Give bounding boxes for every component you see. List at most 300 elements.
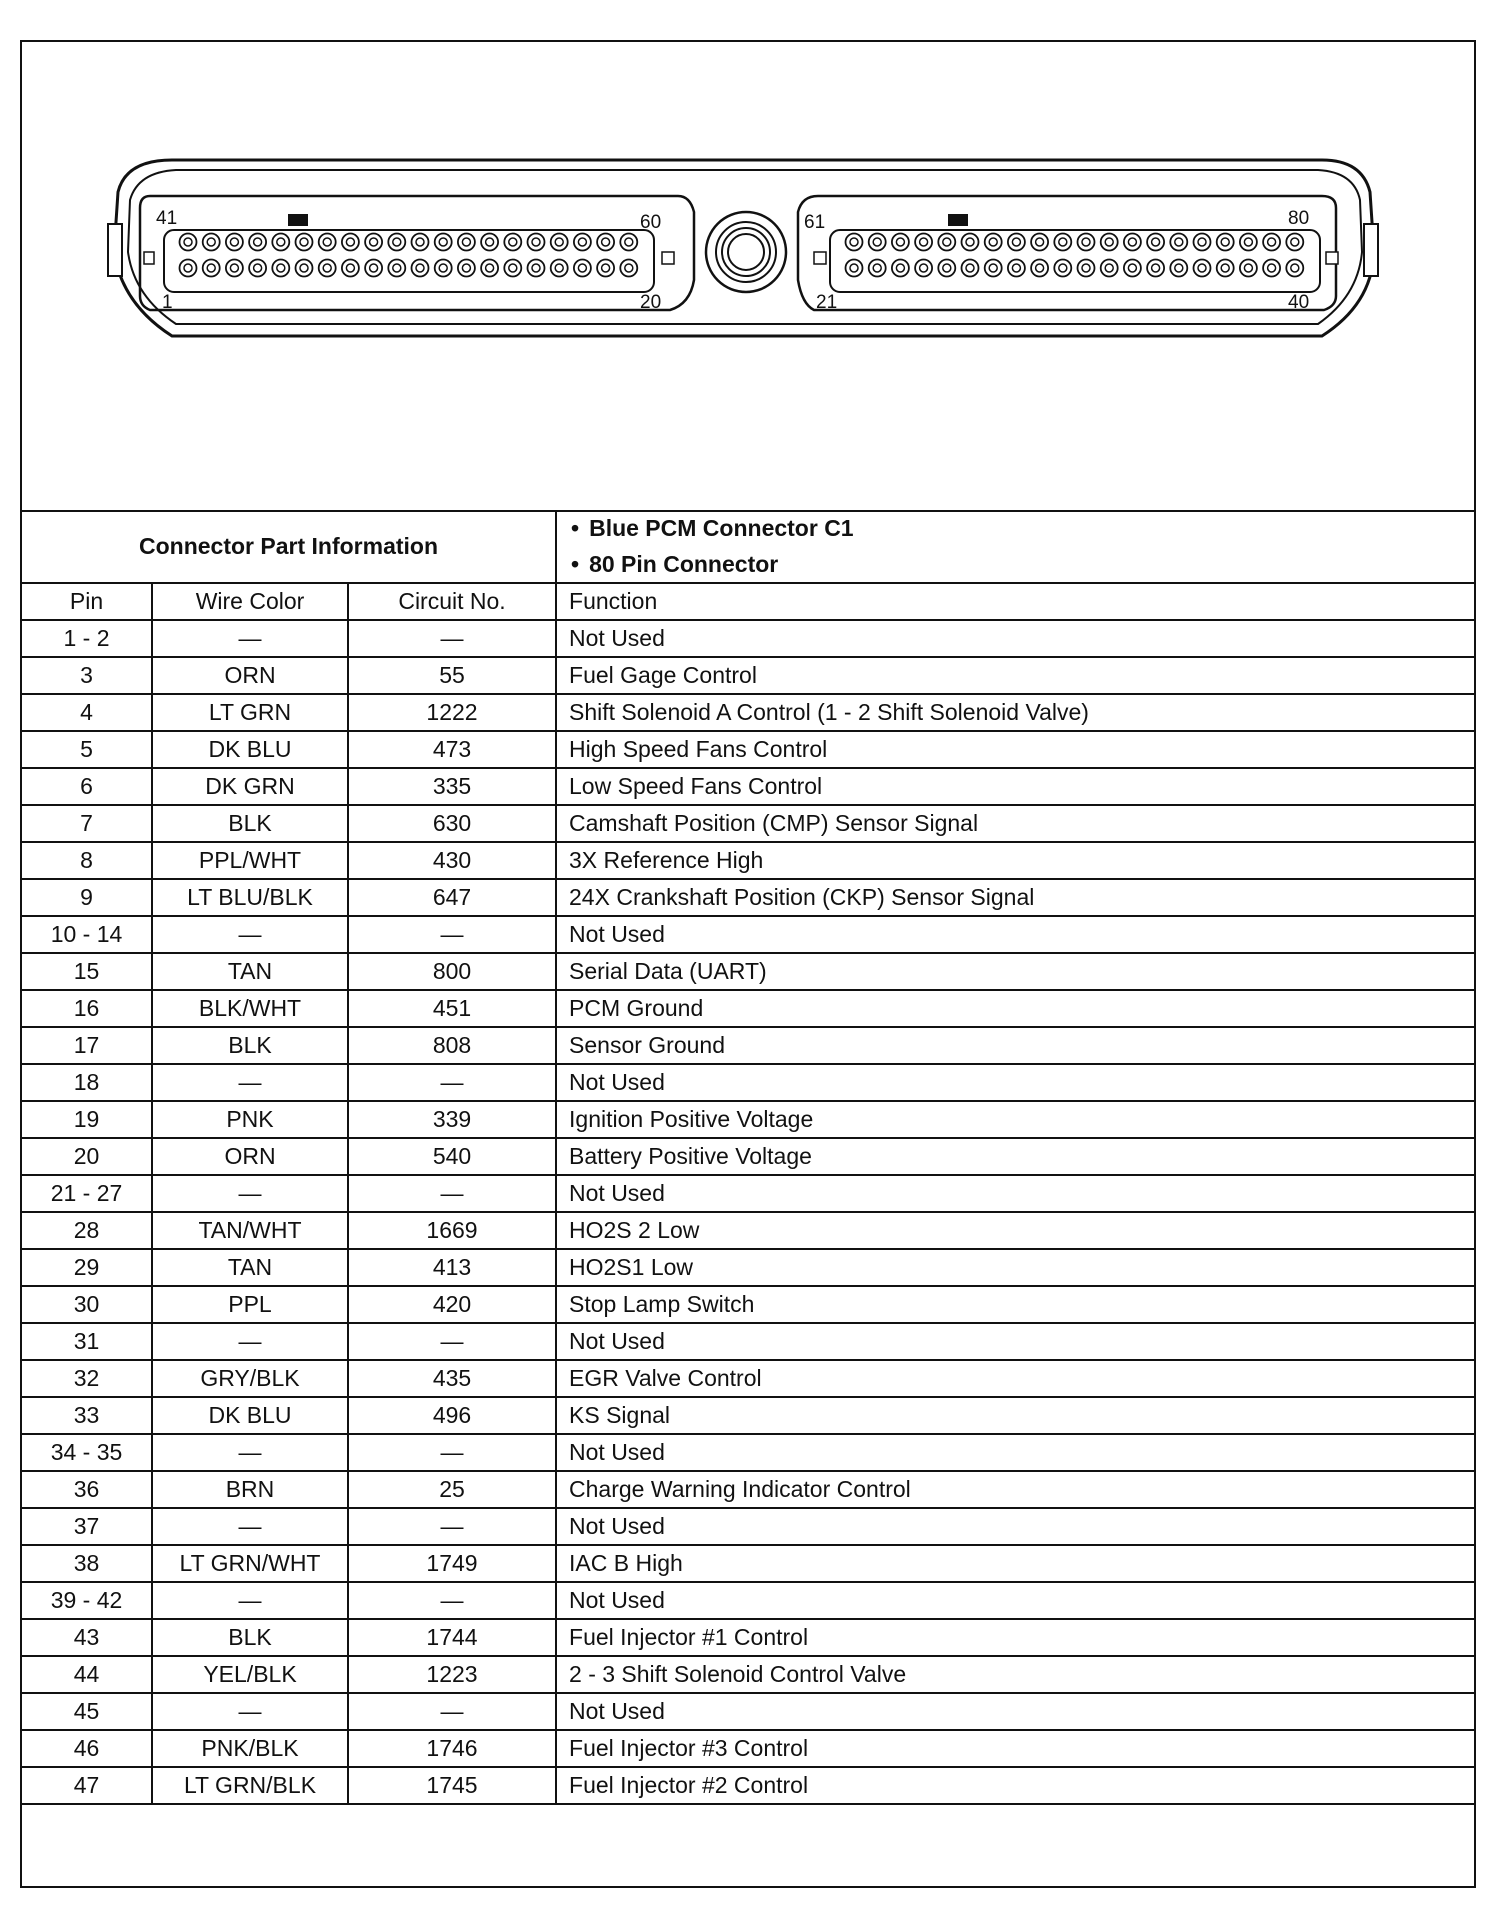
pin-cell: 20 — [22, 1138, 152, 1175]
table-row — [22, 842, 1474, 879]
pin-cell: 16 — [22, 990, 152, 1027]
pin-socket-core — [230, 264, 238, 272]
pin-socket-core — [184, 264, 192, 272]
pin-socket-core — [462, 264, 470, 272]
pin-cell: 36 — [22, 1471, 152, 1508]
pin-socket-core — [439, 264, 447, 272]
pin-socket — [551, 260, 568, 277]
function-cell: Fuel Injector #1 Control — [556, 1619, 1474, 1656]
function-cell: Battery Positive Voltage — [556, 1138, 1474, 1175]
pin-cell: 19 — [22, 1101, 152, 1138]
pin-socket — [1217, 234, 1234, 251]
wire-color-cell: — — [152, 1582, 348, 1619]
pin-socket-core — [1152, 264, 1160, 272]
pin-socket-core — [1291, 238, 1299, 246]
wire-color-cell: BLK — [152, 805, 348, 842]
col-header-pin: Pin — [22, 583, 152, 620]
pin-socket-core — [230, 238, 238, 246]
wire-color-cell: TAN/WHT — [152, 1212, 348, 1249]
document-frame — [20, 40, 1476, 1888]
function-cell: Fuel Injector #3 Control — [556, 1730, 1474, 1767]
table-row — [22, 1619, 1474, 1656]
right-pin-array — [846, 234, 1304, 277]
pin-cell: 38 — [22, 1545, 152, 1582]
pin-socket-core — [1244, 264, 1252, 272]
wire-color-cell: PNK — [152, 1101, 348, 1138]
pin-socket-core — [207, 238, 215, 246]
pin-socket — [504, 234, 521, 251]
circuit-cell: 1744 — [348, 1619, 556, 1656]
pin-socket-core — [989, 264, 997, 272]
circuit-cell: — — [348, 1323, 556, 1360]
table-row — [22, 1693, 1474, 1730]
function-cell: HO2S1 Low — [556, 1249, 1474, 1286]
col-header-wire-color: Wire Color — [152, 583, 348, 620]
wire-color-cell: — — [152, 916, 348, 953]
circuit-cell: 339 — [348, 1101, 556, 1138]
table-row — [22, 916, 1474, 953]
table-row — [22, 1397, 1474, 1434]
wire-color-cell: BRN — [152, 1471, 348, 1508]
table-row — [22, 1545, 1474, 1582]
table-row — [22, 1249, 1474, 1286]
function-cell: 24X Crankshaft Position (CKP) Sensor Signal — [556, 879, 1474, 916]
pin-cell: 10 - 14 — [22, 916, 152, 953]
pin-socket — [1008, 234, 1025, 251]
circuit-cell: 55 — [348, 657, 556, 694]
pin-socket-core — [323, 238, 331, 246]
wire-color-cell: TAN — [152, 953, 348, 990]
pin-socket — [365, 260, 382, 277]
pin-socket — [1263, 260, 1280, 277]
circuit-cell: — — [348, 1693, 556, 1730]
pin-socket — [620, 260, 637, 277]
pin-socket-core — [1059, 238, 1067, 246]
part-info-row — [22, 510, 1474, 583]
pin-cell: 3 — [22, 657, 152, 694]
pin-socket-core — [578, 264, 586, 272]
pin-socket — [504, 260, 521, 277]
circuit-cell: 451 — [348, 990, 556, 1027]
pin-socket-core — [300, 238, 308, 246]
pin-socket-core — [1105, 264, 1113, 272]
pin-socket-core — [1221, 264, 1229, 272]
pin-socket — [597, 234, 614, 251]
pin-socket — [1194, 234, 1211, 251]
wire-color-cell: TAN — [152, 1249, 348, 1286]
wire-color-cell: — — [152, 1693, 348, 1730]
pin-socket — [892, 234, 909, 251]
wire-color-cell: DK BLU — [152, 731, 348, 768]
circuit-cell: 435 — [348, 1360, 556, 1397]
wire-color-cell: — — [152, 1323, 348, 1360]
circuit-cell: — — [348, 1064, 556, 1101]
pin-socket — [985, 260, 1002, 277]
center-bolt-icon — [706, 212, 786, 292]
pin-socket — [180, 260, 197, 277]
pin-socket-core — [416, 264, 424, 272]
circuit-cell: 25 — [348, 1471, 556, 1508]
pin-socket-core — [555, 264, 563, 272]
left-pin-array — [180, 234, 638, 277]
pin-cell: 47 — [22, 1767, 152, 1804]
pin-socket — [1170, 234, 1187, 251]
wire-color-cell: DK GRN — [152, 768, 348, 805]
pin-socket-core — [1012, 238, 1020, 246]
pin-socket — [528, 234, 545, 251]
pin-label-60: 60 — [640, 212, 662, 233]
pin-cell: 32 — [22, 1360, 152, 1397]
pin-cell: 4 — [22, 694, 152, 731]
table-header-row — [22, 583, 1474, 620]
pin-socket — [319, 234, 336, 251]
pin-socket — [938, 260, 955, 277]
wire-color-cell: ORN — [152, 1138, 348, 1175]
pin-socket — [597, 260, 614, 277]
function-cell: Fuel Gage Control — [556, 657, 1474, 694]
pin-socket — [1008, 260, 1025, 277]
pin-socket — [249, 260, 266, 277]
function-cell: Sensor Ground — [556, 1027, 1474, 1064]
pin-socket-core — [920, 264, 928, 272]
pin-socket-core — [1082, 264, 1090, 272]
pin-socket — [1031, 234, 1048, 251]
left-block-notch-right — [662, 252, 674, 264]
pin-socket-core — [462, 238, 470, 246]
right-latch — [1364, 224, 1378, 276]
table-row — [22, 694, 1474, 731]
pin-socket — [1078, 234, 1095, 251]
pin-cell: 39 - 42 — [22, 1582, 152, 1619]
wire-color-cell: — — [152, 620, 348, 657]
circuit-cell: 647 — [348, 879, 556, 916]
wire-color-cell: LT BLU/BLK — [152, 879, 348, 916]
pin-cell: 37 — [22, 1508, 152, 1545]
table-row — [22, 1656, 1474, 1693]
pin-socket-core — [850, 238, 858, 246]
pin-socket-core — [486, 264, 494, 272]
pin-cell: 28 — [22, 1212, 152, 1249]
pin-socket-core — [873, 238, 881, 246]
pin-socket-core — [1012, 264, 1020, 272]
pin-socket — [412, 234, 429, 251]
pin-socket-core — [416, 238, 424, 246]
function-cell: IAC B High — [556, 1545, 1474, 1582]
table-row — [22, 1360, 1474, 1397]
pin-socket-core — [989, 238, 997, 246]
wire-color-cell: GRY/BLK — [152, 1360, 348, 1397]
table-row — [22, 1730, 1474, 1767]
pin-socket-core — [555, 238, 563, 246]
wire-color-cell: — — [152, 1064, 348, 1101]
pin-socket-core — [1152, 238, 1160, 246]
pin-socket — [846, 260, 863, 277]
table-row — [22, 1212, 1474, 1249]
right-key-tab — [948, 214, 968, 226]
function-cell: Not Used — [556, 1508, 1474, 1545]
pin-socket-core — [1105, 238, 1113, 246]
pin-socket-core — [532, 238, 540, 246]
pin-cell: 5 — [22, 731, 152, 768]
pin-socket — [915, 260, 932, 277]
pin-socket — [574, 260, 591, 277]
pin-socket — [1031, 260, 1048, 277]
pin-cell: 9 — [22, 879, 152, 916]
circuit-cell: 496 — [348, 1397, 556, 1434]
pin-socket — [938, 234, 955, 251]
pin-socket-core — [254, 264, 262, 272]
wire-color-cell: PPL — [152, 1286, 348, 1323]
pin-socket — [458, 234, 475, 251]
function-cell: Fuel Injector #2 Control — [556, 1767, 1474, 1804]
pin-cell: 8 — [22, 842, 152, 879]
pin-socket-core — [602, 238, 610, 246]
pin-label-20: 20 — [640, 292, 662, 313]
table-row — [22, 953, 1474, 990]
circuit-cell: 1669 — [348, 1212, 556, 1249]
left-latch — [108, 224, 122, 276]
circuit-cell: 1222 — [348, 694, 556, 731]
pin-socket — [203, 234, 220, 251]
pin-socket — [481, 260, 498, 277]
pin-socket-core — [1128, 264, 1136, 272]
pin-socket — [272, 234, 289, 251]
circuit-cell: 1223 — [348, 1656, 556, 1693]
pin-socket — [1101, 234, 1118, 251]
part-info-item: • 80 Pin Connector — [571, 546, 1474, 582]
pin-socket — [1263, 234, 1280, 251]
circuit-cell: — — [348, 1508, 556, 1545]
pin-socket — [962, 260, 979, 277]
pin-socket — [458, 260, 475, 277]
pin-label-21: 21 — [816, 292, 838, 313]
table-row — [22, 990, 1474, 1027]
pin-socket — [319, 260, 336, 277]
pin-socket — [1217, 260, 1234, 277]
pin-socket-core — [966, 264, 974, 272]
pin-cell: 15 — [22, 953, 152, 990]
pin-socket-core — [850, 264, 858, 272]
table-row — [22, 1138, 1474, 1175]
pin-cell: 18 — [22, 1064, 152, 1101]
circuit-cell: 630 — [348, 805, 556, 842]
table-row — [22, 1027, 1474, 1064]
pin-socket-core — [1128, 238, 1136, 246]
pin-socket-core — [1198, 264, 1206, 272]
circuit-cell: 540 — [348, 1138, 556, 1175]
part-info-label: Connector Part Information — [22, 510, 556, 583]
function-cell: 3X Reference High — [556, 842, 1474, 879]
pin-socket-core — [277, 238, 285, 246]
pin-socket — [435, 260, 452, 277]
pin-socket-core — [277, 264, 285, 272]
pin-cell: 44 — [22, 1656, 152, 1693]
pin-socket-core — [578, 238, 586, 246]
pin-socket-core — [625, 238, 633, 246]
wire-color-cell: — — [152, 1508, 348, 1545]
pin-socket-core — [1268, 264, 1276, 272]
table-row — [22, 1767, 1474, 1804]
pin-socket — [296, 260, 313, 277]
circuit-cell: — — [348, 1434, 556, 1471]
pin-socket-core — [1059, 264, 1067, 272]
pin-socket — [203, 260, 220, 277]
circuit-cell: — — [348, 1175, 556, 1212]
pin-socket-core — [486, 238, 494, 246]
pin-cell: 31 — [22, 1323, 152, 1360]
pin-socket — [226, 234, 243, 251]
connector-diagram-area — [22, 42, 1474, 512]
pin-socket — [1147, 260, 1164, 277]
table-row — [22, 1471, 1474, 1508]
pin-socket-core — [873, 264, 881, 272]
wire-color-cell: LT GRN/WHT — [152, 1545, 348, 1582]
pin-socket — [846, 234, 863, 251]
function-cell: Camshaft Position (CMP) Sensor Signal — [556, 805, 1474, 842]
function-cell: 2 - 3 Shift Solenoid Control Valve — [556, 1656, 1474, 1693]
table-row — [22, 1286, 1474, 1323]
circuit-cell: — — [348, 620, 556, 657]
pin-socket — [620, 234, 637, 251]
pin-socket — [985, 234, 1002, 251]
circuit-cell: 430 — [348, 842, 556, 879]
table-row — [22, 1582, 1474, 1619]
wire-color-cell: LT GRN — [152, 694, 348, 731]
function-cell: Not Used — [556, 1064, 1474, 1101]
pin-cell: 21 - 27 — [22, 1175, 152, 1212]
wire-color-cell: BLK — [152, 1027, 348, 1064]
pin-socket — [1194, 260, 1211, 277]
pin-socket-core — [509, 264, 517, 272]
pin-label-1: 1 — [162, 292, 173, 313]
pin-socket — [1054, 234, 1071, 251]
pin-socket-core — [532, 264, 540, 272]
pin-socket — [551, 234, 568, 251]
pin-socket — [1240, 234, 1257, 251]
circuit-cell: 420 — [348, 1286, 556, 1323]
function-cell: Stop Lamp Switch — [556, 1286, 1474, 1323]
pin-socket — [574, 234, 591, 251]
pin-socket-core — [393, 264, 401, 272]
table-row — [22, 731, 1474, 768]
right-block-notch — [814, 252, 826, 264]
circuit-cell: 413 — [348, 1249, 556, 1286]
pin-label-41: 41 — [156, 208, 178, 229]
function-cell: PCM Ground — [556, 990, 1474, 1027]
circuit-cell: 335 — [348, 768, 556, 805]
function-cell: Not Used — [556, 916, 1474, 953]
wire-color-cell: PNK/BLK — [152, 1730, 348, 1767]
function-cell: KS Signal — [556, 1397, 1474, 1434]
pin-socket — [435, 234, 452, 251]
pin-socket-core — [1082, 238, 1090, 246]
pin-socket — [388, 234, 405, 251]
pin-socket-core — [254, 238, 262, 246]
pin-socket — [342, 260, 359, 277]
circuit-cell: 1746 — [348, 1730, 556, 1767]
pin-socket — [272, 260, 289, 277]
circuit-cell: 473 — [348, 731, 556, 768]
pin-cell: 33 — [22, 1397, 152, 1434]
pin-socket-core — [207, 264, 215, 272]
pin-socket-core — [943, 264, 951, 272]
connector-housing-inner — [128, 170, 1362, 324]
pin-socket — [869, 260, 886, 277]
pin-socket — [180, 234, 197, 251]
pin-cell: 7 — [22, 805, 152, 842]
function-cell: Not Used — [556, 1434, 1474, 1471]
circuit-cell: — — [348, 916, 556, 953]
wire-color-cell: BLK/WHT — [152, 990, 348, 1027]
function-cell: Not Used — [556, 1693, 1474, 1730]
pin-socket — [226, 260, 243, 277]
connector-diagram — [22, 42, 1474, 510]
pin-socket-core — [1036, 238, 1044, 246]
pin-socket-core — [1198, 238, 1206, 246]
pin-cell: 45 — [22, 1693, 152, 1730]
pin-cell: 46 — [22, 1730, 152, 1767]
table-row — [22, 620, 1474, 657]
left-block-notch — [144, 252, 154, 264]
pin-label-80: 80 — [1288, 208, 1310, 229]
wire-color-cell: YEL/BLK — [152, 1656, 348, 1693]
pin-socket-core — [439, 238, 447, 246]
wire-color-cell: ORN — [152, 657, 348, 694]
pin-socket-core — [509, 238, 517, 246]
table-row — [22, 879, 1474, 916]
pin-socket-core — [1221, 238, 1229, 246]
table-row — [22, 657, 1474, 694]
pin-socket — [1078, 260, 1095, 277]
pin-socket-core — [1291, 264, 1299, 272]
pin-socket-core — [896, 264, 904, 272]
table-row — [22, 1064, 1474, 1101]
pin-socket-core — [966, 238, 974, 246]
function-cell: Shift Solenoid A Control (1 - 2 Shift Solenoid Valve) — [556, 694, 1474, 731]
pin-socket-core — [346, 238, 354, 246]
pin-socket — [1286, 234, 1303, 251]
table-row — [22, 1508, 1474, 1545]
function-cell: HO2S 2 Low — [556, 1212, 1474, 1249]
pin-socket-core — [1175, 264, 1183, 272]
left-key-tab — [288, 214, 308, 226]
pin-socket — [892, 260, 909, 277]
pin-socket — [342, 234, 359, 251]
table-row — [22, 1323, 1474, 1360]
pin-socket-core — [346, 264, 354, 272]
pin-cell: 34 - 35 — [22, 1434, 152, 1471]
pin-cell: 29 — [22, 1249, 152, 1286]
circuit-cell: 808 — [348, 1027, 556, 1064]
pin-socket — [528, 260, 545, 277]
function-cell: High Speed Fans Control — [556, 731, 1474, 768]
function-cell: Not Used — [556, 620, 1474, 657]
part-info-details — [556, 510, 1474, 583]
wire-color-cell: LT GRN/BLK — [152, 1767, 348, 1804]
table-row — [22, 805, 1474, 842]
pin-socket-core — [300, 264, 308, 272]
function-cell: Not Used — [556, 1323, 1474, 1360]
function-cell: EGR Valve Control — [556, 1360, 1474, 1397]
pin-socket — [1240, 260, 1257, 277]
pin-cell: 6 — [22, 768, 152, 805]
pin-label-40: 40 — [1288, 292, 1310, 313]
pin-socket — [412, 260, 429, 277]
pin-socket-core — [393, 238, 401, 246]
circuit-cell: 1749 — [348, 1545, 556, 1582]
pin-socket-core — [943, 238, 951, 246]
pin-socket — [869, 234, 886, 251]
